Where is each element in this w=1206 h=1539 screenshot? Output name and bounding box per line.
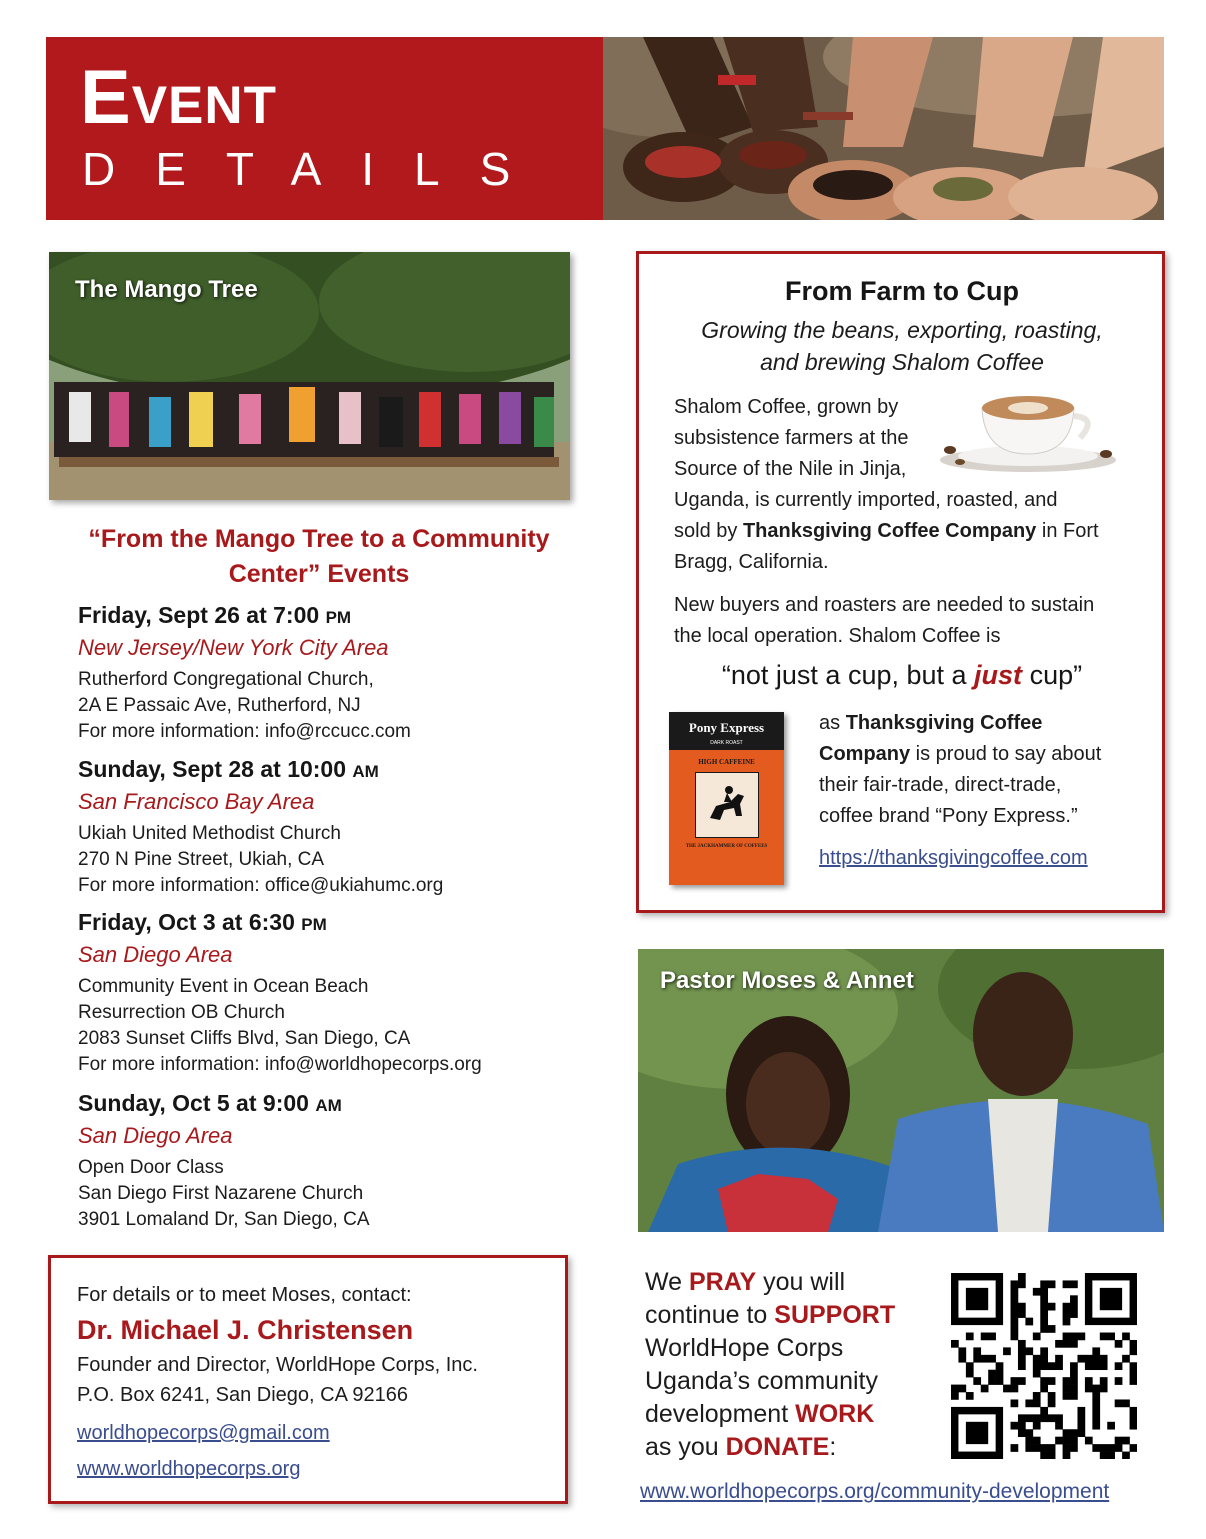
contact-email-link[interactable]: worldhopecorps@gmail.com bbox=[77, 1422, 330, 1444]
event-area: New Jersey/New York City Area bbox=[78, 635, 389, 660]
pack-tagline: THE JACKHAMMER OF COFFEES bbox=[685, 844, 768, 849]
pack-caffeine: HIGH CAFFEINE bbox=[698, 758, 755, 766]
donate-line: Uganda’s community bbox=[645, 1367, 878, 1395]
farm-text-line: subsistence farmers at the bbox=[674, 427, 909, 449]
event-address: 2083 Sunset Cliffs Blvd, San Diego, CA bbox=[78, 1028, 411, 1049]
farm-text-line: Company is proud to say about bbox=[819, 743, 1102, 765]
events-heading: “From the Mango Tree to a Community Center” Events bbox=[88, 525, 550, 588]
farm-paragraph-1 bbox=[674, 392, 1144, 578]
pony-express-coffee-pack bbox=[669, 712, 784, 885]
donate-line: development WORK bbox=[645, 1400, 875, 1428]
pastor-photo-label: Pastor Moses & Annet bbox=[660, 967, 914, 994]
farm-text-line: Source of the Nile in Jinja, bbox=[674, 458, 907, 480]
event-address: 3901 Lomaland Dr, San Diego, CA bbox=[78, 1209, 370, 1230]
header-title-event: Event bbox=[80, 55, 278, 140]
farm-text-line: as Thanksgiving Coffee bbox=[819, 712, 1043, 734]
event-area: San Francisco Bay Area bbox=[78, 789, 315, 814]
event-info: For more information: info@rccucc.com bbox=[78, 721, 411, 742]
contact-website-link[interactable]: www.worldhopecorps.org bbox=[77, 1458, 301, 1480]
event-venue-2: Resurrection OB Church bbox=[78, 1002, 285, 1023]
contact-address: P.O. Box 6241, San Diego, CA 92166 bbox=[77, 1384, 408, 1406]
contact-role: Founder and Director, WorldHope Corps, Inc. bbox=[77, 1354, 478, 1376]
event-address: 2A E Passaic Ave, Rutherford, NJ bbox=[78, 695, 361, 716]
mango-tree-photo bbox=[49, 252, 570, 500]
event-title: Sunday, Sept 28 at 10:00 AM bbox=[78, 756, 379, 782]
event-venue-2: San Diego First Nazarene Church bbox=[78, 1183, 364, 1204]
contact-intro: For details or to meet Moses, contact: bbox=[77, 1284, 412, 1306]
farm-text-line: coffee brand “Pony Express.” bbox=[819, 805, 1078, 827]
donate-line: as you DONATE: bbox=[645, 1433, 837, 1461]
event-area: San Diego Area bbox=[78, 1123, 233, 1148]
donate-qr-code-icon[interactable] bbox=[951, 1273, 1137, 1459]
event-title: Friday, Oct 3 at 6:30 PM bbox=[78, 909, 327, 935]
farm-quote: “not just a cup, but a just cup” bbox=[721, 660, 1083, 690]
event-title: Sunday, Oct 5 at 9:00 AM bbox=[78, 1090, 342, 1116]
farm-subtitle bbox=[650, 314, 1154, 378]
thanksgiving-coffee-link[interactable]: https://thanksgivingcoffee.com bbox=[819, 847, 1088, 869]
farm-text-line: Bragg, California. bbox=[674, 551, 829, 573]
farm-text-line: sold by Thanksgiving Coffee Company in Fort bbox=[674, 520, 1099, 542]
farm-subtitle-line: and brewing Shalom Coffee bbox=[760, 349, 1044, 375]
event-venue: Open Door Class bbox=[78, 1157, 224, 1178]
event-3 bbox=[78, 907, 578, 1078]
event-2 bbox=[78, 754, 578, 899]
farm-text-line: Uganda, is currently imported, roasted, and bbox=[674, 489, 1058, 511]
donate-line: continue to SUPPORT bbox=[645, 1301, 896, 1329]
farm-text-line: New buyers and roasters are needed to sustain bbox=[674, 594, 1095, 616]
contact-box bbox=[48, 1255, 568, 1504]
coffee-beans-hands-photo bbox=[603, 37, 1164, 220]
pastor-moses-annet-photo bbox=[638, 949, 1164, 1232]
event-4 bbox=[78, 1088, 578, 1233]
farm-paragraph-2 bbox=[674, 590, 1154, 652]
donate-text bbox=[645, 1266, 935, 1464]
donate-line: WorldHope Corps bbox=[645, 1334, 844, 1362]
farm-paragraph-3 bbox=[819, 708, 1149, 876]
contact-name: Dr. Michael J. Christensen bbox=[77, 1315, 414, 1345]
event-info: For more information: office@ukiahumc.org bbox=[78, 875, 444, 896]
event-area: San Diego Area bbox=[78, 942, 233, 967]
farm-text-line: the local operation. Shalom Coffee is bbox=[674, 625, 1001, 647]
mango-tree-label: The Mango Tree bbox=[75, 276, 258, 303]
event-venue: Community Event in Ocean Beach bbox=[78, 976, 369, 997]
event-address: 270 N Pine Street, Ukiah, CA bbox=[78, 849, 325, 870]
header-title-details: DETAILS bbox=[82, 143, 551, 195]
event-1 bbox=[78, 600, 578, 745]
event-title: Friday, Sept 26 at 7:00 PM bbox=[78, 602, 352, 628]
farm-subtitle-line: Growing the beans, exporting, roasting, bbox=[701, 317, 1103, 343]
pack-roast: DARK ROAST bbox=[669, 740, 784, 750]
event-venue: Rutherford Congregational Church, bbox=[78, 669, 374, 690]
farm-text-line: Shalom Coffee, grown by bbox=[674, 396, 899, 418]
donate-line: We PRAY you will bbox=[645, 1268, 846, 1296]
farm-title: From Farm to Cup bbox=[785, 276, 1019, 306]
event-venue: Ukiah United Methodist Church bbox=[78, 823, 341, 844]
farm-text-line: their fair-trade, direct-trade, bbox=[819, 774, 1062, 796]
horse-rider-icon bbox=[695, 772, 759, 838]
donate-link[interactable]: www.worldhopecorps.org/community-development bbox=[640, 1480, 1110, 1503]
event-info: For more information: info@worldhopecorps.org bbox=[78, 1054, 482, 1075]
pack-brand: Pony Express bbox=[669, 712, 784, 740]
